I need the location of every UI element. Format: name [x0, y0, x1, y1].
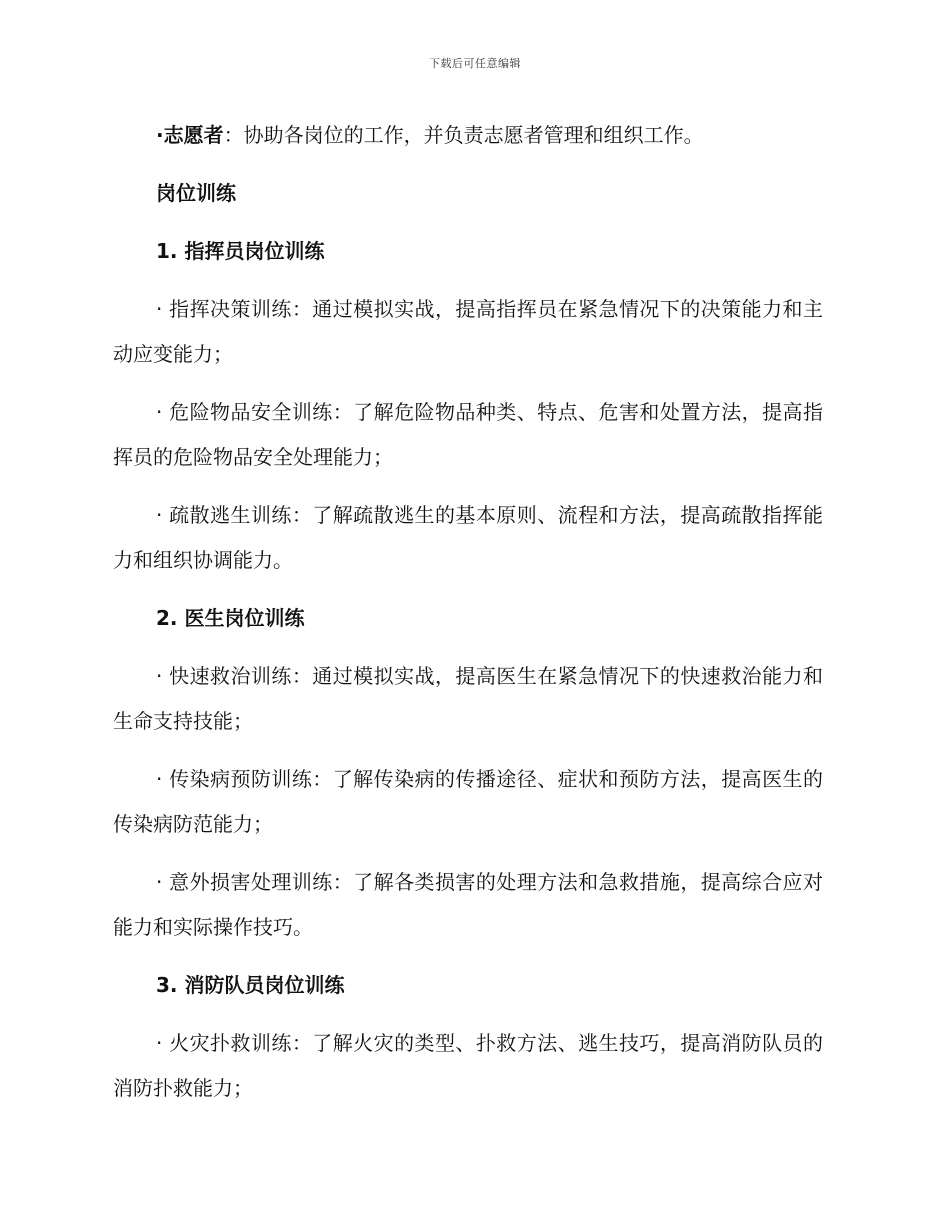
page-header: 下载后可任意编辑: [429, 57, 521, 70]
list-item: · 指挥决策训练：通过模拟实战，提高指挥员在紧急情况下的决策能力和主动应变能力；: [113, 297, 823, 366]
volunteer-paragraph: [113, 113, 823, 158]
section-heading-doctor: 2. 医生岗位训练: [156, 606, 305, 630]
volunteer-description: 协助各岗位的工作，并负责志愿者管理和组织工作。: [243, 123, 704, 147]
term-colon: ：: [223, 123, 244, 147]
section-heading-firefighter: 3. 消防队员岗位训练: [156, 973, 345, 997]
document-body: [113, 113, 823, 1124]
list-item: · 意外损害处理训练：了解各类损害的处理方法和急救措施，提高综合应对能力和实际操作技巧。: [113, 870, 823, 939]
section-heading-commander: 1. 指挥员岗位训练: [156, 239, 325, 263]
volunteer-term: 志愿者: [163, 123, 224, 147]
list-item: · 危险物品安全训练：了解危险物品种类、特点、危害和处置方法，提高指挥员的危险物品安全处理能力；: [113, 400, 823, 469]
list-item: · 火灾扑救训练：了解火灾的类型、扑救方法、逃生技巧，提高消防队员的消防扑救能力；: [113, 1031, 823, 1100]
list-item: · 快速救治训练：通过模拟实战，提高医生在紧急情况下的快速救治能力和生命支持技能；: [113, 664, 823, 733]
list-item: · 传染病预防训练：了解传染病的传播途径、症状和预防方法，提高医生的传染病防范能力；: [113, 767, 823, 836]
section-title: 岗位训练: [156, 181, 236, 205]
list-item: · 疏散逃生训练：了解疏散逃生的基本原则、流程和方法，提高疏散指挥能力和组织协调能力。: [113, 503, 823, 572]
bullet: ·: [156, 123, 164, 147]
